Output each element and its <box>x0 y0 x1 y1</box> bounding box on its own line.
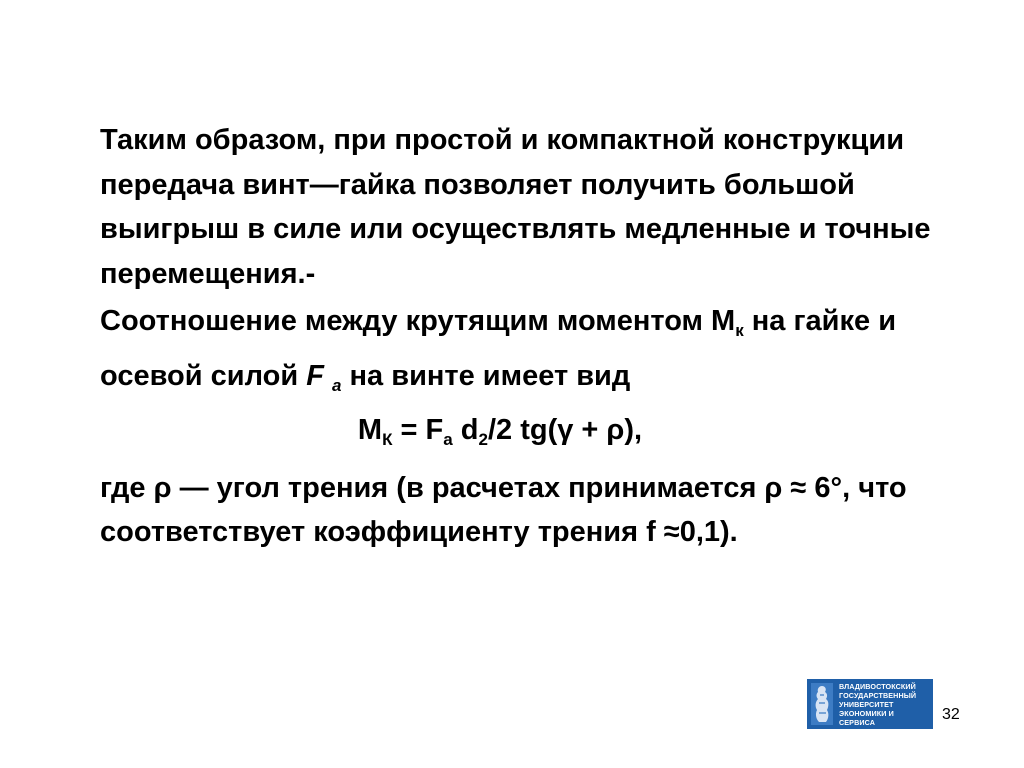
paragraph-summary: Таким образом, при простой и компактной конструкции передача винт—гайка позволяет получить большой выигрыш в силе или осуществлять медленные и точные перемещения.- <box>100 124 931 290</box>
logo-line: ВЛАДИВОСТОКСКИЙ <box>839 682 916 691</box>
university-emblem-icon <box>811 683 833 725</box>
formula-d-subscript: 2 <box>478 430 488 449</box>
axial-force-subscript: a <box>332 375 342 395</box>
slide-body <box>100 118 950 555</box>
formula-rest: /2 tg(γ + ρ), <box>487 414 643 446</box>
page-number: 32 <box>942 706 960 723</box>
logo-text <box>839 682 933 727</box>
torque-text-3: на винте имеет вид <box>341 359 631 392</box>
axial-force-symbol: F <box>306 359 324 392</box>
logo-line: ЭКОНОМИКИ И <box>839 709 894 718</box>
paragraph-friction-angle: где ρ — угол трения (в расчетах принимается ρ ≈ 6°, что соответствует коэффициенту трения f ≈0,1). <box>100 471 907 548</box>
formula-m-subscript: К <box>382 430 393 449</box>
logo-line: ГОСУДАРСТВЕННЫЙ <box>839 691 917 700</box>
formula-eq: = F <box>392 414 444 446</box>
formula-m: М <box>357 414 383 446</box>
logo-line: УНИВЕРСИТЕТ <box>839 700 894 709</box>
university-logo <box>807 679 933 729</box>
logo-line: СЕРВИСА <box>839 718 876 727</box>
torque-subscript: к <box>735 321 744 340</box>
torque-text-1: Соотношение между крутящим моментом М <box>100 305 736 337</box>
formula-f-subscript: a <box>443 430 453 449</box>
formula <box>100 408 950 463</box>
paragraph-torque-relation <box>100 299 950 408</box>
formula-d: d <box>452 414 479 446</box>
torque-text-2: на гайке и осевой силой <box>100 305 897 392</box>
